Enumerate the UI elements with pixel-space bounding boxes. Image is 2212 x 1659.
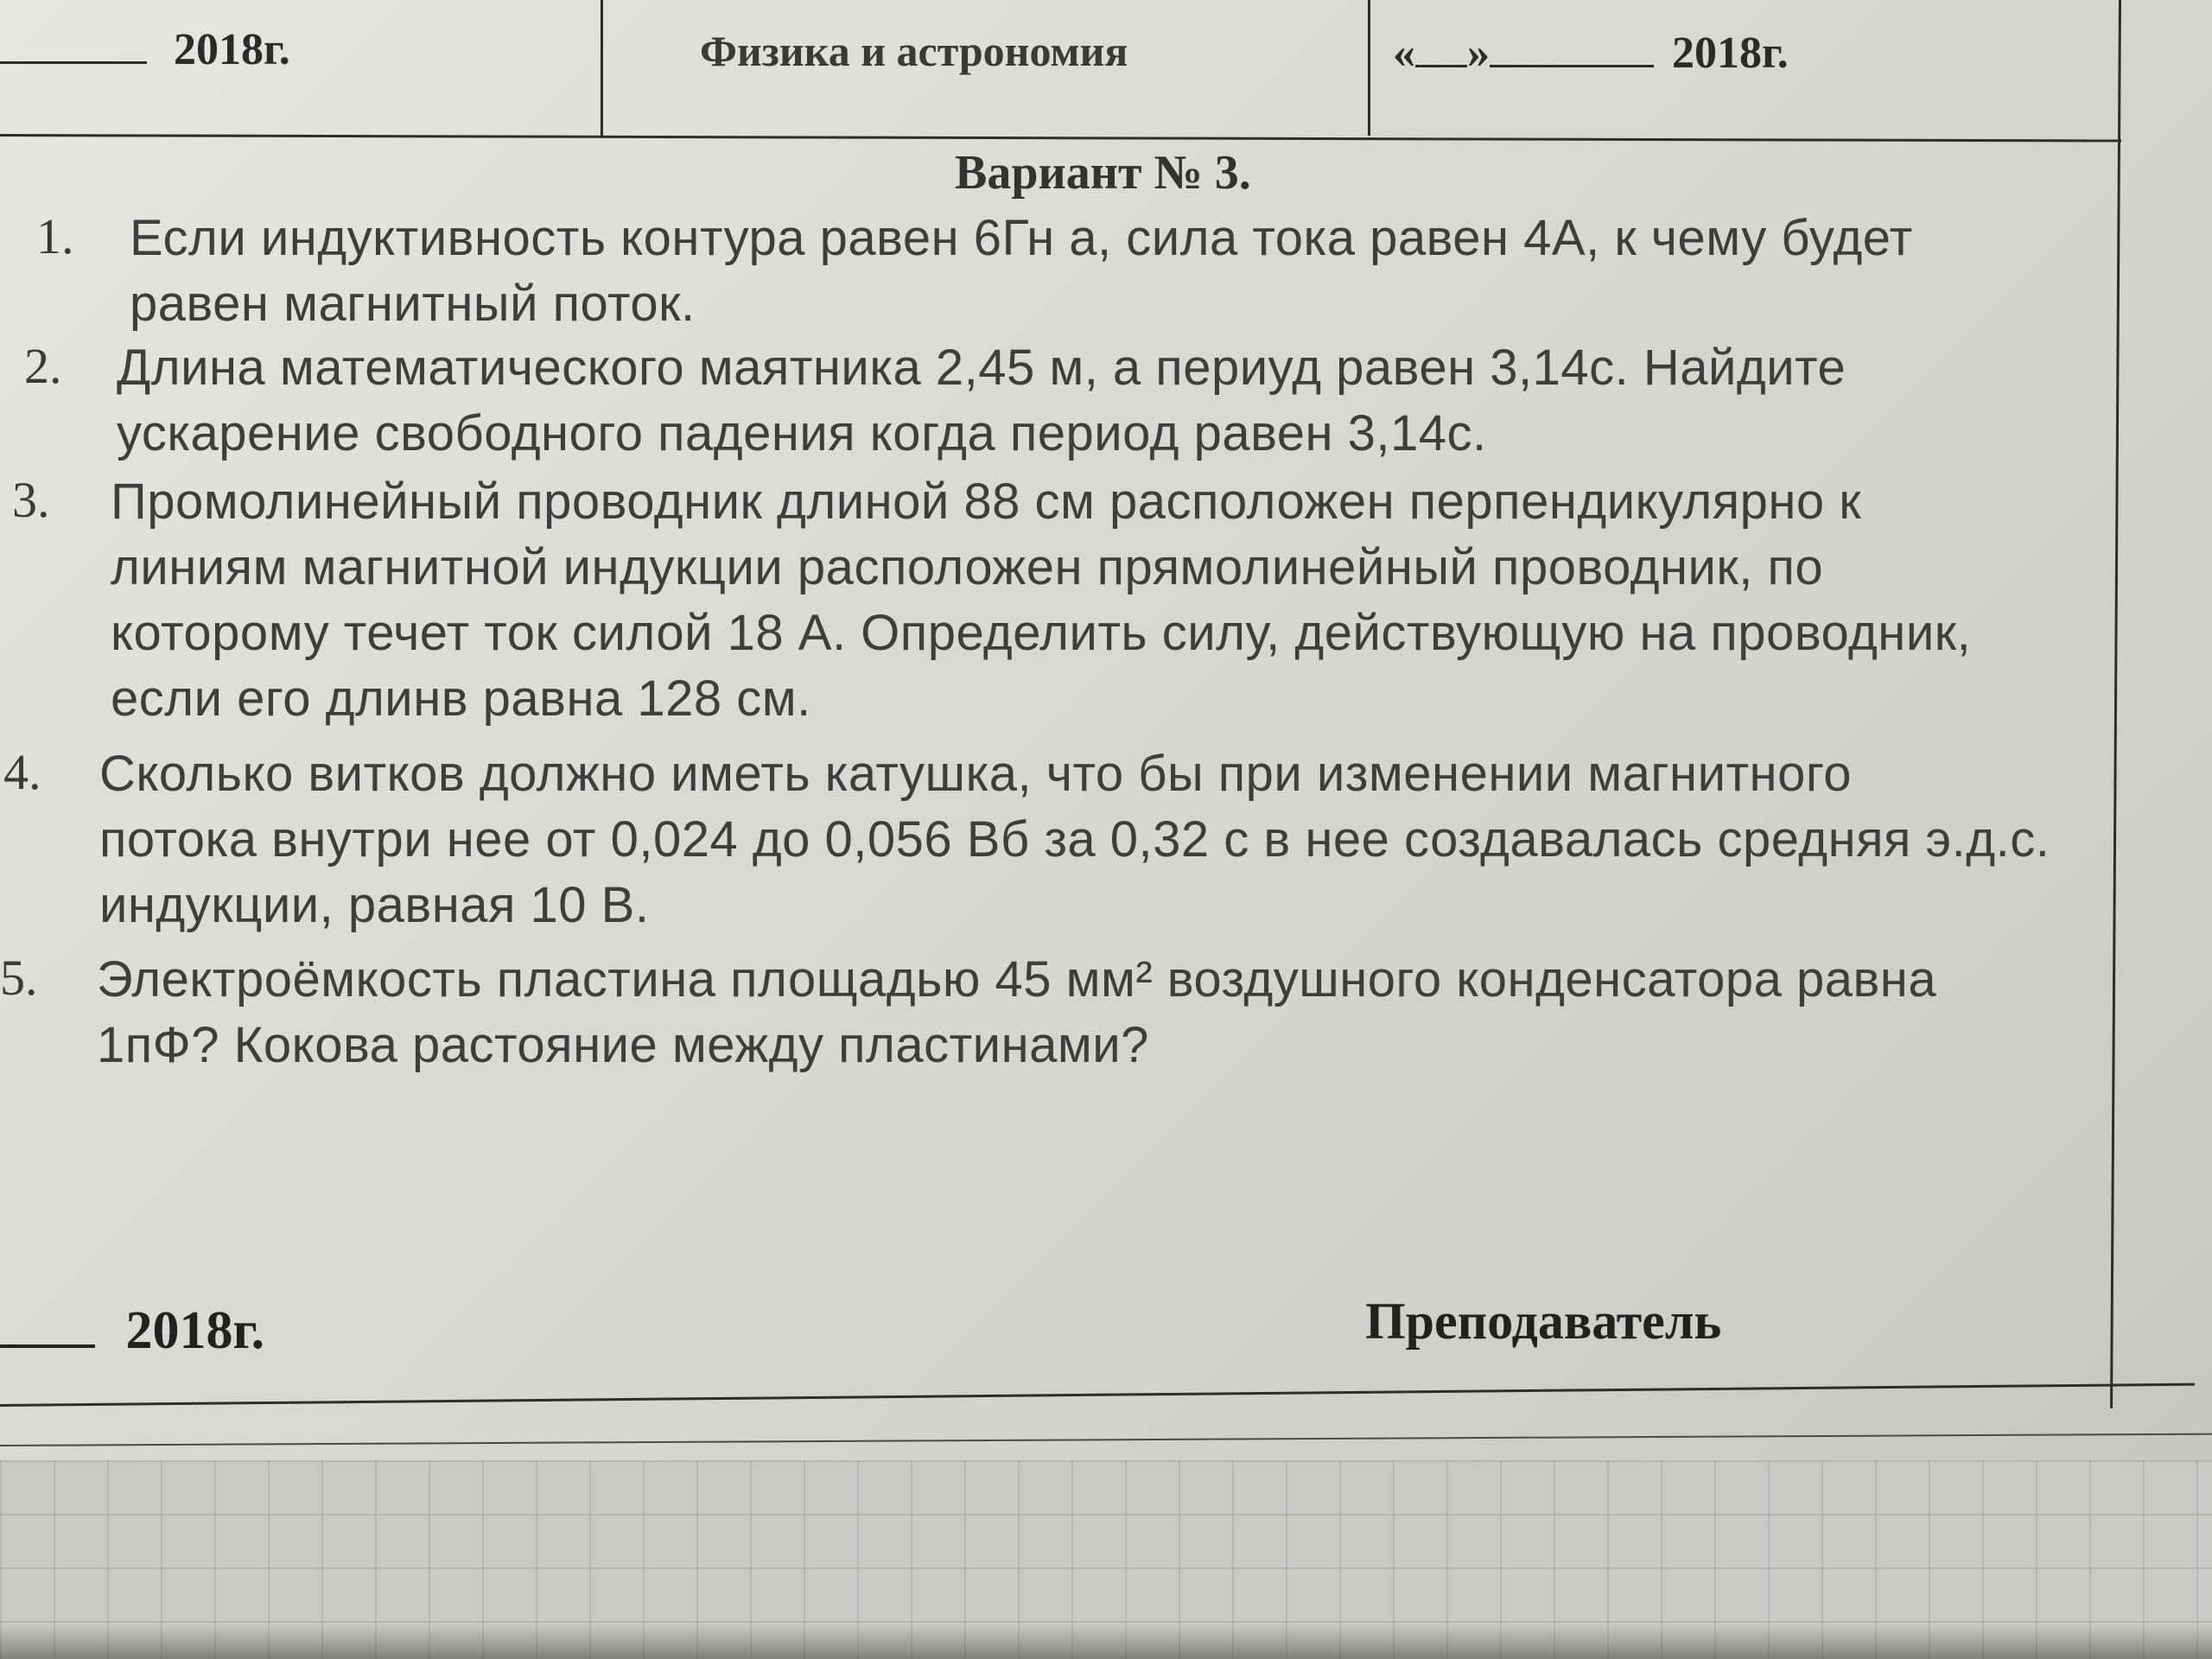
question-2 <box>117 335 1846 467</box>
variant-title: Вариант № 3. <box>955 146 1251 200</box>
question-line: Длина математического маятника 2,45 м, а периуд равен 3,14с. Найдите <box>117 340 1847 396</box>
header-left-date <box>0 24 290 75</box>
header-right-date <box>1393 28 1789 79</box>
footer-date-blank-line <box>0 1310 95 1348</box>
header-cell-divider-1 <box>601 0 603 136</box>
question-line: потока внутри нее от 0,024 до 0,056 Вб за 0,32 с в нее создавалась средняя э.д.с. <box>99 811 2050 868</box>
question-number: 1. <box>36 208 74 264</box>
question-line: если его длинв равна 128 см. <box>111 671 811 727</box>
footer-date-text: 2018г. <box>125 1301 265 1360</box>
question-line: Сколько витков должно иметь катушка, что бы при изменении магнитного <box>99 746 1852 802</box>
footer-date <box>0 1300 264 1362</box>
question-number: 2. <box>24 338 62 394</box>
day-blank-line <box>1415 30 1467 67</box>
question-number: 5. <box>0 950 38 1006</box>
question-line: индукции, равная 10 В. <box>99 877 650 933</box>
question-line: Электроёмкость пластина площадью 45 мм² воздушного конденсатора равна <box>97 951 1937 1007</box>
question-line: равен магнитный поток. <box>130 276 696 332</box>
header-cell-divider-2 <box>1368 0 1370 136</box>
quote-open: « <box>1393 29 1415 78</box>
question-line: линиям магнитной индукции расположен прямолинейный проводник, по <box>111 539 1824 595</box>
question-number: 3. <box>12 472 50 528</box>
question-5 <box>97 947 1936 1078</box>
question-1 <box>130 206 1913 337</box>
shadow <box>0 1624 2212 1659</box>
question-3 <box>111 469 1971 732</box>
question-line: которому течет ток силой 18 А. Определить силу, действующую на проводник, <box>111 605 1972 661</box>
question-line: ускарение свободного падения когда период равен 3,14с. <box>117 405 1487 461</box>
question-line: 1пФ? Кокова растояние между пластинами? <box>97 1017 1149 1073</box>
teacher-label: Преподаватель <box>1365 1293 1722 1350</box>
question-4 <box>99 741 2050 938</box>
month-blank-line <box>1490 30 1654 67</box>
date-blank-line <box>0 27 147 64</box>
question-line: Промолинейный проводник длиной 88 см расположен перпендикулярно к <box>111 474 1862 530</box>
quote-close: » <box>1467 29 1490 78</box>
question-line: Если индуктивность контура равен 6Гн а, сила тока равен 4А, к чему будет <box>130 210 1913 266</box>
header-subject: Физика и астрономия <box>700 27 1128 75</box>
header-left-date-text: 2018г. <box>174 25 290 74</box>
question-number: 4. <box>3 744 41 800</box>
header-right-date-text: 2018г. <box>1672 29 1789 78</box>
